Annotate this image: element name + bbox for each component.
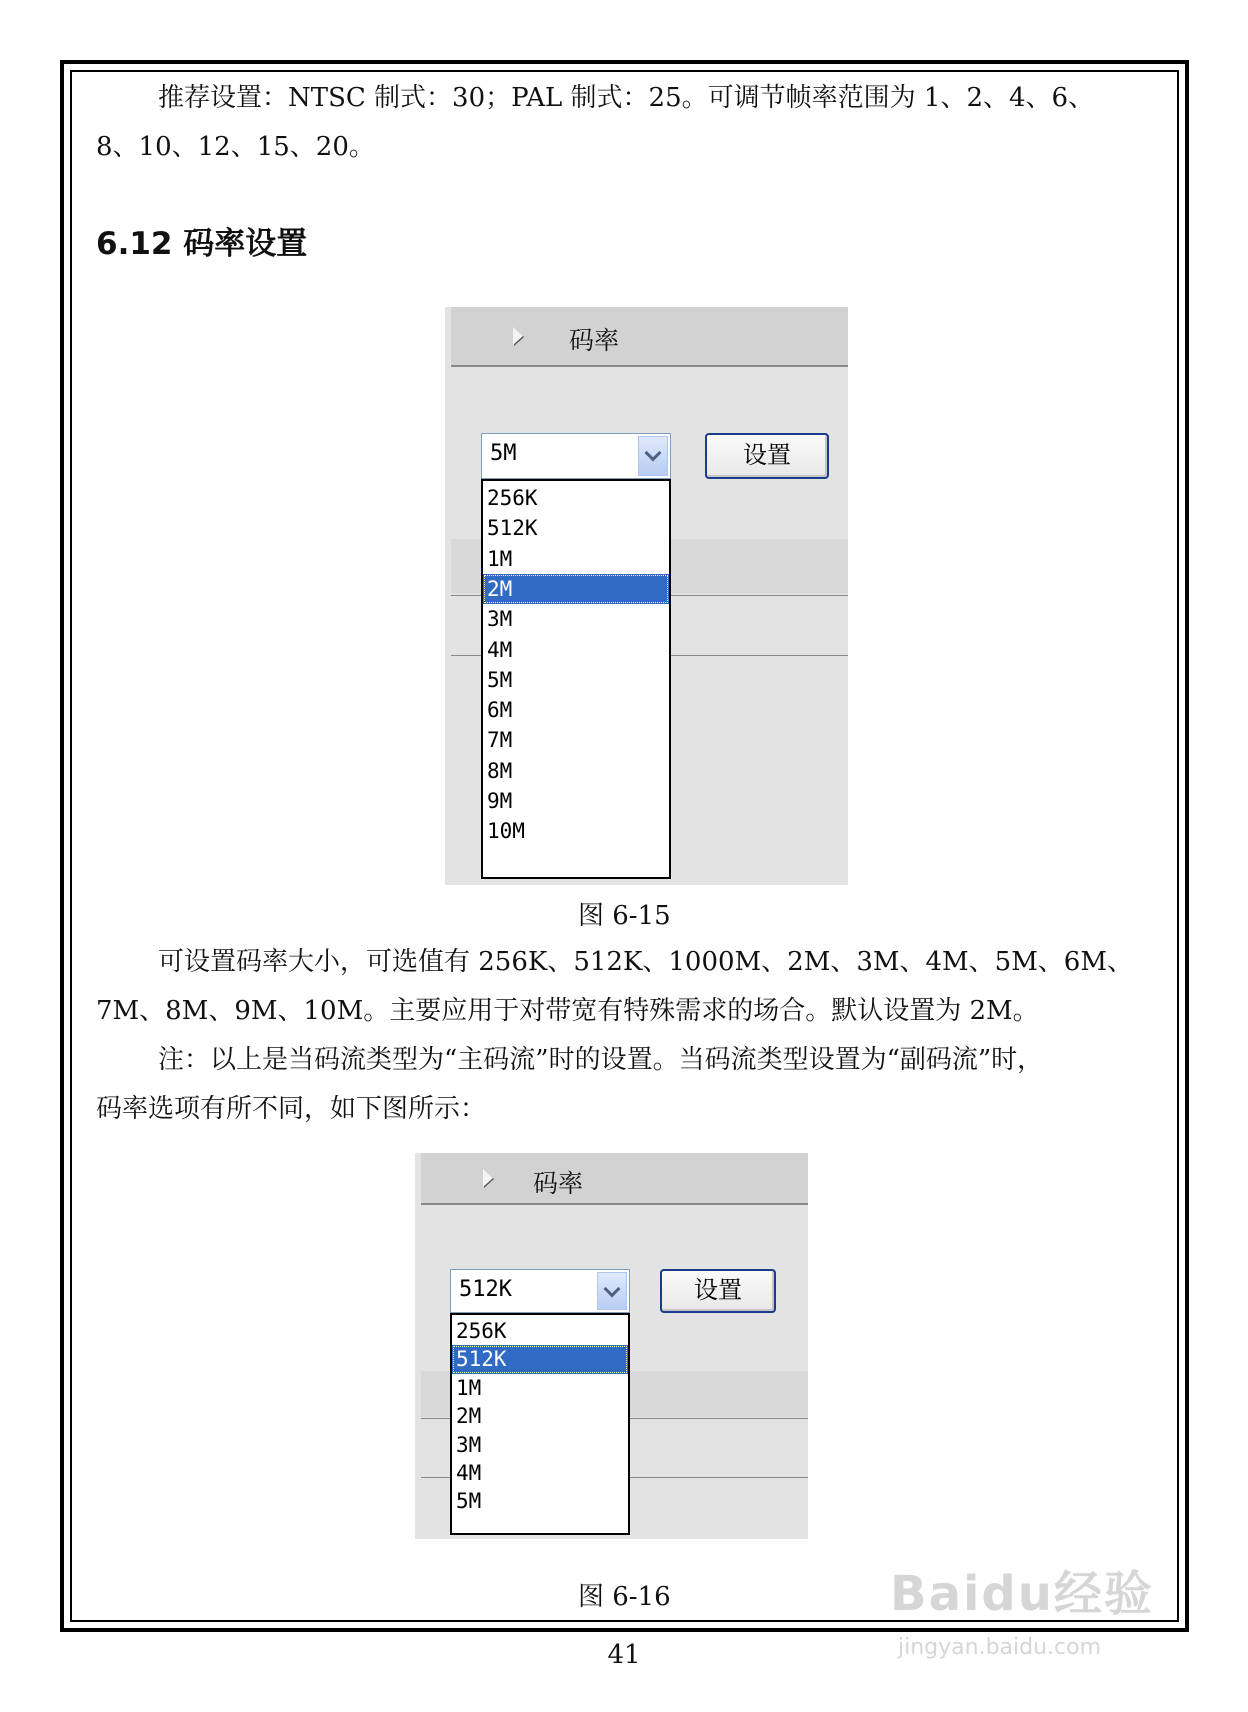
body-p2-line-2: 码率选项有所不同，如下图所示： bbox=[96, 1094, 487, 1124]
option-3m[interactable]: 3M bbox=[487, 607, 513, 632]
chevron-down-icon[interactable] bbox=[597, 1272, 627, 1310]
option-8m[interactable]: 8M bbox=[487, 758, 513, 783]
divider bbox=[451, 365, 848, 366]
body-p1-line-2: 7M、8M、9M、10M。主要应用于对带宽有特殊需求的场合。默认设置为 2M。 bbox=[96, 996, 1039, 1026]
set-button[interactable]: 设置 bbox=[660, 1269, 776, 1313]
divider bbox=[421, 1203, 808, 1204]
intro-paragraph bbox=[96, 74, 1171, 172]
watermark-logo bbox=[890, 1555, 1154, 1660]
option-512k[interactable]: 512K bbox=[487, 516, 538, 541]
option-4m[interactable]: 4M bbox=[456, 1461, 482, 1485]
bitrate-select[interactable] bbox=[481, 433, 671, 479]
body-paragraph-2 bbox=[96, 1036, 1171, 1134]
option-2m[interactable]: 2M bbox=[456, 1404, 482, 1429]
chevron-down-icon[interactable] bbox=[638, 436, 668, 476]
figure-6-15-caption: 图 6-15 bbox=[578, 901, 671, 931]
option-5m[interactable]: 5M bbox=[456, 1489, 482, 1514]
panel-title: 码率 bbox=[569, 326, 620, 355]
body-p1-line-1: 可设置码率大小，可选值有 256K、512K、1000M、2M、3M、4M、5M、6M、 bbox=[158, 947, 1133, 977]
option-5m[interactable]: 5M bbox=[487, 667, 513, 692]
intro-line-1: 推荐设置：NTSC 制式：30；PAL 制式：25。可调节帧率范围为 1、2、4、6、 bbox=[158, 83, 1095, 113]
option-6m[interactable]: 6M bbox=[487, 698, 513, 723]
section-heading: 6.12 码率设置 bbox=[96, 226, 308, 262]
option-256k[interactable]: 256K bbox=[487, 486, 538, 510]
option-256k[interactable]: 256K bbox=[456, 1319, 507, 1343]
option-7m[interactable]: 7M bbox=[487, 728, 513, 753]
set-button[interactable]: 设置 bbox=[705, 433, 829, 479]
option-1m[interactable]: 1M bbox=[456, 1375, 482, 1400]
bitrate-select-value: 5M bbox=[490, 441, 517, 466]
option-1m[interactable]: 1M bbox=[487, 546, 513, 571]
option-9m[interactable]: 9M bbox=[487, 789, 513, 813]
option-3m[interactable]: 3M bbox=[456, 1432, 482, 1457]
option-4m[interactable]: 4M bbox=[487, 637, 513, 662]
bitrate-options-list[interactable] bbox=[450, 1313, 630, 1535]
body-paragraph-1 bbox=[96, 938, 1171, 1036]
body-p2-line-1: 注：以上是当码流类型为“主码流”时的设置。当码流类型设置为“副码流”时， bbox=[158, 1045, 1044, 1075]
watermark-url: jingyan.baidu.com bbox=[898, 1635, 1102, 1660]
watermark-brand: Baidu经验 bbox=[890, 1566, 1154, 1622]
chevron-right-icon bbox=[483, 1169, 493, 1187]
intro-line-2: 8、10、12、15、20。 bbox=[96, 132, 375, 162]
bitrate-select[interactable] bbox=[450, 1269, 630, 1313]
option-512k[interactable]: 512K bbox=[452, 1345, 628, 1373]
panel-title: 码率 bbox=[533, 1169, 584, 1198]
bitrate-options-list[interactable] bbox=[481, 479, 671, 879]
option-10m[interactable]: 10M bbox=[487, 819, 525, 844]
figure-6-16-screenshot bbox=[415, 1153, 808, 1539]
figure-6-16-caption: 图 6-16 bbox=[578, 1582, 671, 1612]
option-2m[interactable]: 2M bbox=[483, 574, 669, 604]
chevron-right-icon bbox=[513, 327, 523, 345]
bitrate-select-value: 512K bbox=[459, 1277, 512, 1302]
panel-titlebar bbox=[421, 1153, 808, 1205]
page-number: 41 bbox=[607, 1640, 641, 1670]
figure-6-15-screenshot bbox=[445, 307, 848, 885]
panel-titlebar bbox=[451, 307, 848, 367]
